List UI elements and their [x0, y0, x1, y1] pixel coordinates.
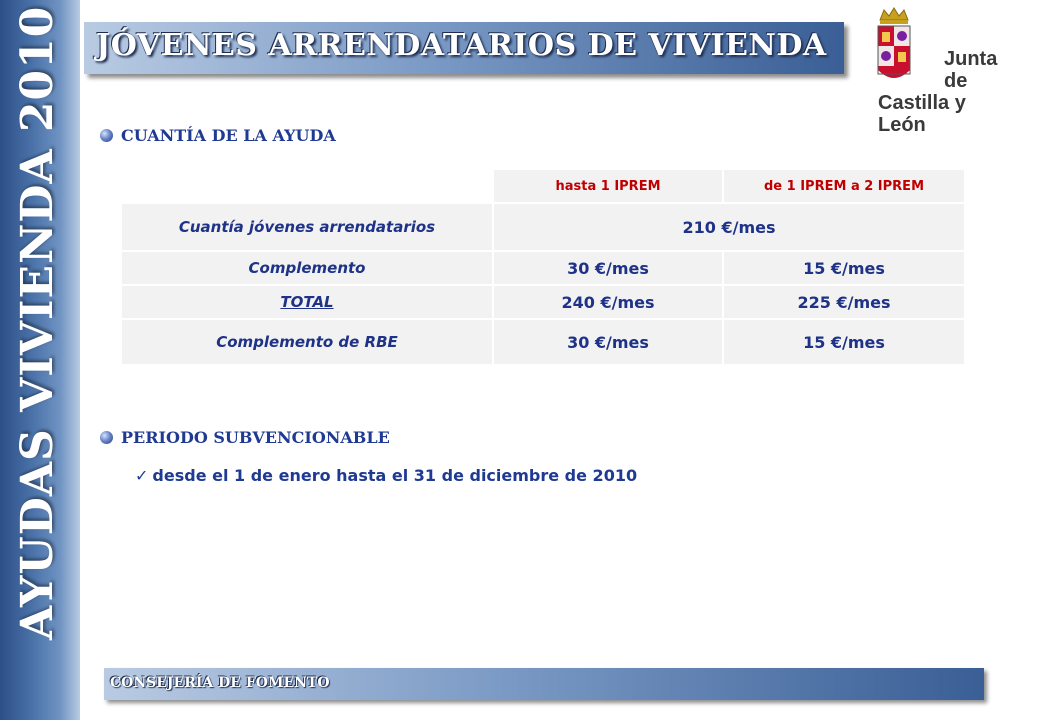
logo-line1: Junta de: [944, 48, 998, 92]
column-header: hasta 1 IPREM: [494, 170, 722, 202]
column-header: de 1 IPREM a 2 IPREM: [724, 170, 964, 202]
side-band: [0, 0, 80, 720]
section-heading-text: PERIODO SUBVENCIONABLE: [121, 428, 390, 447]
logo-text: [878, 48, 1016, 136]
footer-text: CONSEJERÍA DE FOMENTO: [110, 675, 330, 691]
row-label: Cuantía jóvenes arrendatarios: [122, 204, 492, 250]
table-cell: 30 €/mes: [494, 252, 722, 284]
section-heading-periodo: [100, 428, 390, 447]
junta-logo: [866, 4, 1016, 136]
table-cell: 30 €/mes: [494, 320, 722, 364]
page-title: JÓVENES ARRENDATARIOS DE VIVIENDA: [96, 28, 827, 63]
bullet-icon: [100, 129, 113, 142]
table-header-row: [122, 170, 964, 202]
table-cell: 225 €/mes: [724, 286, 964, 318]
section-heading-cuantia: [100, 126, 336, 145]
table-cell: 15 €/mes: [724, 320, 964, 364]
bullet-icon: [100, 431, 113, 444]
table-cell: 210 €/mes: [494, 204, 964, 250]
table-cell: 15 €/mes: [724, 252, 964, 284]
row-label: Complemento: [122, 252, 492, 284]
table-row: [122, 286, 964, 318]
section-heading-text: CUANTÍA DE LA AYUDA: [121, 126, 336, 145]
checkmark-icon: ✓: [135, 466, 149, 485]
table-row: [122, 252, 964, 284]
aid-table: [120, 168, 966, 366]
coat-of-arms-icon: [872, 6, 916, 90]
logo-line2: Castilla y León: [878, 92, 966, 136]
footer-bar: [104, 668, 984, 700]
row-label: TOTAL: [122, 286, 492, 318]
period-item: [135, 466, 637, 485]
row-label: Complemento de RBE: [122, 320, 492, 364]
table-corner-cell: [122, 170, 492, 202]
table-row: [122, 204, 964, 250]
side-title: AYUDAS VIVIENDA 2010: [12, 5, 63, 640]
table-cell: 240 €/mes: [494, 286, 722, 318]
period-text: desde el 1 de enero hasta el 31 de diciembre de 2010: [152, 466, 638, 485]
title-banner: [84, 22, 844, 74]
table-row: [122, 320, 964, 364]
